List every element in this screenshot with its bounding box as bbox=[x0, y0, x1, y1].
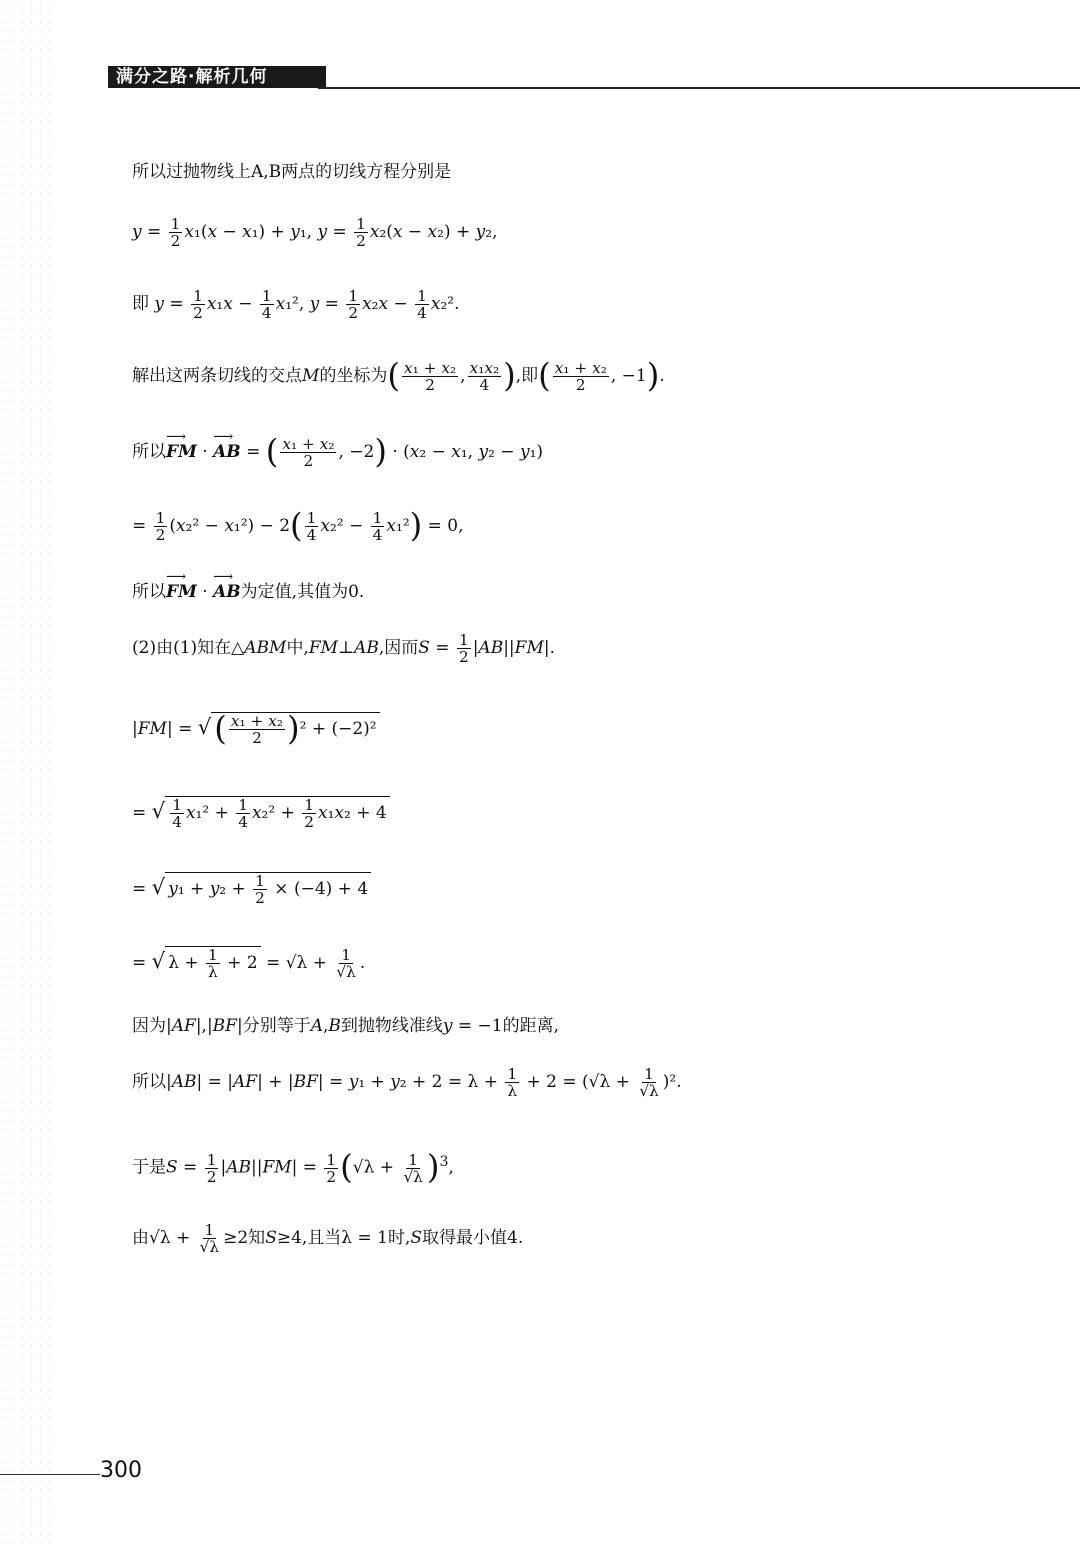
sqrt-icon: √ bbox=[151, 949, 166, 975]
paren-close: ) bbox=[426, 1148, 440, 1187]
equation-line-1 bbox=[132, 216, 497, 249]
frac-one-over-sqrt-lambda: $\frac{1}{√\lambda}$ bbox=[639, 1065, 659, 1101]
eq15-part-b: ≥2知S≥4,且当λ = 1时,S取得最小值4. bbox=[223, 1228, 524, 1249]
eq5-part-e: = 0, bbox=[422, 516, 464, 537]
eq11-part-a: = bbox=[132, 953, 152, 974]
frac-half: $\frac{1}{2}$ bbox=[348, 287, 359, 323]
paren-open: ( bbox=[290, 506, 303, 545]
frac-product-quarter: $\frac{\text{x₁x₂}}{4}$ bbox=[469, 359, 500, 395]
frac-half: $\frac{1}{2}$ bbox=[170, 215, 181, 251]
eq1-part-c: x₂(x − x₂) + y₂, bbox=[369, 222, 498, 243]
paren-close: ) bbox=[286, 709, 300, 748]
eq1-part-a: y = bbox=[132, 222, 167, 243]
eq4-part-b: , −2 bbox=[338, 442, 375, 463]
frac-quarter: $\frac{1}{4}$ bbox=[261, 287, 272, 323]
sqrt-icon: √ bbox=[197, 715, 212, 741]
equation-line-11: = √ λ + $\frac{1}{\lambda}$ + 2 = √λ + $\frac{1}{√\lambda}$ . bbox=[132, 946, 366, 982]
radicand: ( $\frac{\text{x₁ + x₂}}{2}$ )² + (−2)² bbox=[211, 712, 379, 746]
frac-quarter: $\frac{1}{4}$ bbox=[306, 509, 317, 545]
frac-half: $\frac{1}{2}$ bbox=[155, 509, 166, 545]
eq5-part-a: = bbox=[132, 516, 152, 537]
vector-fm: ⟶ FM bbox=[166, 438, 197, 466]
eq2-part-d: x₂x − bbox=[362, 294, 414, 315]
vector-ab: ⟶ AB bbox=[213, 438, 241, 466]
frac-sum-half: $\frac{\text{x₁ + x₂}}{2}$ bbox=[230, 712, 283, 748]
eq5-part-c: x₂² − bbox=[320, 516, 369, 537]
eq7-part-a: (2)由(1)知在△ABM中,FM⊥AB,因而S = bbox=[132, 638, 455, 659]
eq2-part-a: 即 y = bbox=[132, 294, 190, 315]
paren-close: ) bbox=[646, 356, 660, 395]
eq11-part-b: = √λ + bbox=[260, 953, 333, 974]
vector-fm: ⟶ FM bbox=[166, 578, 197, 606]
radicand: y₁ + y₂ + $\frac{1}{2}$ × (−4) + 4 bbox=[165, 872, 371, 906]
equation-line-10 bbox=[132, 872, 371, 906]
paren-close: ) bbox=[503, 356, 516, 395]
equation-line-8 bbox=[132, 709, 380, 748]
frac-half: $\frac{1}{2}$ bbox=[458, 631, 469, 667]
eq2-part-c: x₁², y = bbox=[275, 294, 345, 315]
equation-line-15 bbox=[132, 1222, 523, 1255]
eq8-part-a: |FM| = bbox=[132, 719, 198, 740]
eq1-part-b: x₁(x − x₁) + y₁, y = bbox=[184, 222, 353, 243]
frac-half: $\frac{1}{2}$ bbox=[326, 1150, 337, 1186]
equation-line-7 bbox=[132, 632, 555, 665]
text-line-1: 所以过抛物线上A,B两点的切线方程分别是 bbox=[132, 162, 452, 182]
paren-open: ( bbox=[214, 709, 227, 748]
frac-quarter: $\frac{1}{4}$ bbox=[238, 796, 248, 832]
frac-sum-half: $\frac{\text{x₁ + x₂}}{2}$ bbox=[404, 359, 457, 395]
frac-one-over-sqrt-lambda: $\frac{1}{√\lambda}$ bbox=[199, 1221, 220, 1257]
page-number: 300 bbox=[100, 1458, 142, 1483]
eq4-part-a: 所以 bbox=[132, 442, 166, 463]
equation-line-14: 于是S = $\frac{1}{2}$ |AB||FM| = $\frac{1}{2}$ (√λ + $\frac{1}{√\lambda}$ )$^3$, bbox=[132, 1148, 454, 1187]
frac-quarter: $\frac{1}{4}$ bbox=[372, 509, 383, 545]
eq6-part-a: 所以 bbox=[132, 582, 166, 602]
eq4-part-c: · (x₂ − x₁, y₂ − y₁) bbox=[386, 442, 544, 463]
frac-one-over-lambda: $\frac{1}{\lambda}$ bbox=[507, 1065, 518, 1101]
eq6-part-b: 为定值,其值为0. bbox=[240, 582, 365, 602]
frac-quarter: $\frac{1}{4}$ bbox=[417, 287, 427, 323]
frac-half: $\frac{1}{2}$ bbox=[193, 287, 203, 323]
equation-line-3: 解出这两条切线的交点M的坐标为( $\frac{\text{x₁ + x₂}}{2}$ , $\frac{\text{x₁x₂}}{4}$ ),即( $\frac{\text{x₁ + x₂}}{2}$ , −1). bbox=[132, 356, 665, 395]
eq14-part-c: √λ + bbox=[352, 1157, 400, 1178]
sqrt-icon: √ bbox=[151, 799, 166, 825]
eq14-part-b: |AB||FM| = bbox=[220, 1157, 323, 1178]
text-line-conclusion: 所以⟶ FM · ⟶ AB为定值,其值为0. bbox=[132, 578, 364, 606]
frac-half: $\frac{1}{2}$ bbox=[356, 215, 366, 251]
frac-one-over-sqrt-lambda: $\frac{1}{√\lambda}$ bbox=[403, 1150, 423, 1186]
chapter-banner: 满分之路·解析几何 bbox=[108, 66, 326, 88]
paren-open: ( bbox=[538, 356, 551, 395]
frac-half: $\frac{1}{2}$ bbox=[206, 1150, 217, 1186]
paren-close: ) bbox=[409, 506, 423, 545]
footer-rule bbox=[0, 1474, 100, 1475]
frac-half: $\frac{1}{2}$ bbox=[304, 796, 314, 832]
equation-line-4: 所以⟶ FM · ⟶ AB = ( $\frac{\text{x₁ + x₂}}{2}$ , −2) · (x₂ − x₁, y₂ − y₁) bbox=[132, 436, 543, 469]
paren-close: ) bbox=[374, 432, 387, 471]
eq3-part-c: , −1 bbox=[610, 366, 647, 387]
equation-line-2 bbox=[132, 288, 460, 321]
equation-line-5 bbox=[132, 506, 464, 545]
eq10-part-a: = bbox=[132, 879, 152, 900]
page-edge-texture bbox=[0, 0, 58, 1544]
eq7-part-b: |AB||FM|. bbox=[472, 638, 556, 659]
frac-sum-half: $\frac{\text{x₁ + x₂}}{2}$ bbox=[282, 435, 335, 471]
eq5-part-d: x₁² bbox=[386, 516, 410, 537]
frac-one-over-sqrt-lambda: $\frac{1}{√\lambda}$ bbox=[336, 946, 356, 982]
eq3-part-b: ,即 bbox=[515, 366, 539, 387]
radicand: λ + $\frac{1}{\lambda}$ + 2 bbox=[165, 946, 260, 980]
equation-line-13 bbox=[132, 1066, 682, 1099]
paren-open: ( bbox=[265, 432, 279, 471]
radicand: $\frac{1}{4}$ x₁² + $\frac{1}{4}$ x₂² + $\frac{1}{2}$ x₁x₂ + 4 bbox=[165, 796, 389, 830]
eq14-part-a: 于是S = bbox=[132, 1157, 203, 1178]
vector-ab: ⟶ AB bbox=[213, 578, 241, 606]
eq5-part-b: (x₂² − x₁²) − 2 bbox=[169, 516, 291, 537]
eq13-part-c: )². bbox=[662, 1072, 682, 1093]
frac-half: $\frac{1}{2}$ bbox=[255, 872, 265, 908]
eq13-part-b: + 2 = (√λ + bbox=[521, 1072, 636, 1093]
text-line-distance: 因为|AF|,|BF|分别等于A,B到抛物线准线y = −1的距离, bbox=[132, 1016, 560, 1036]
header-rule bbox=[318, 87, 1080, 89]
eq15-part-a: 由√λ + bbox=[132, 1228, 196, 1249]
frac-sum-half: $\frac{\text{x₁ + x₂}}{2}$ bbox=[554, 359, 607, 395]
frac-quarter: $\frac{1}{4}$ bbox=[172, 796, 182, 832]
paren-open: ( bbox=[340, 1148, 353, 1187]
eq2-part-e: x₂². bbox=[430, 294, 460, 315]
eq9-part-a: = bbox=[132, 803, 152, 824]
eq2-part-b: x₁x − bbox=[206, 294, 258, 315]
frac-one-over-lambda: $\frac{1}{\lambda}$ bbox=[208, 946, 218, 982]
sqrt-icon: √ bbox=[151, 875, 166, 901]
eq3-part-a: 解出这两条切线的交点M的坐标为 bbox=[132, 366, 388, 387]
equation-line-9 bbox=[132, 796, 390, 830]
paren-open: ( bbox=[387, 356, 401, 395]
eq13-part-a: 所以|AB| = |AF| + |BF| = y₁ + y₂ + 2 = λ + bbox=[132, 1072, 504, 1093]
